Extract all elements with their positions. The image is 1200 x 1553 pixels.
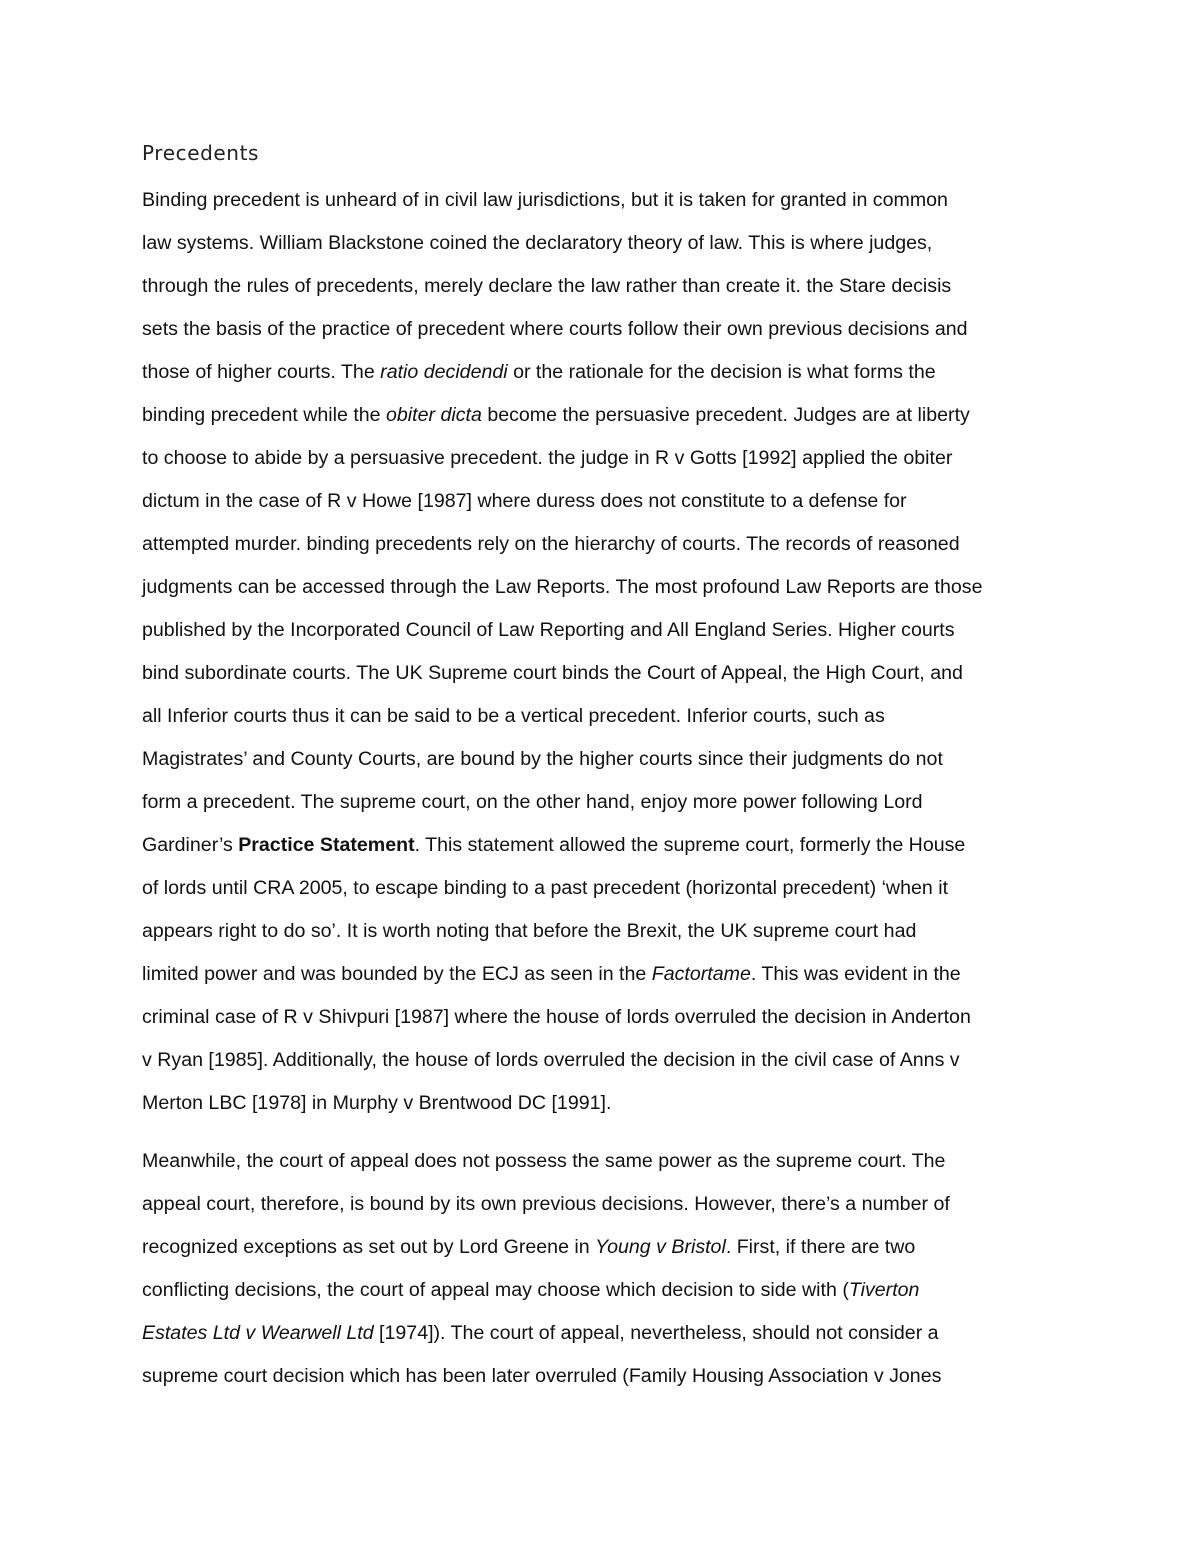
text-run: [1974]). The court of appeal, nevertheless, should not consider a bbox=[373, 1322, 939, 1344]
text-run: through the rules of precedents, merely declare the law rather than create it. the Stare decisis bbox=[142, 275, 952, 297]
text-line bbox=[142, 609, 982, 652]
text-run: law systems. William Blackstone coined the declaratory theory of law. This is where judges, bbox=[142, 232, 933, 254]
italic-term-factortame: Factortame bbox=[651, 963, 751, 985]
text-line bbox=[142, 523, 982, 566]
paragraph-precedents bbox=[142, 179, 982, 1125]
text-run: Binding precedent is unheard of in civil law jurisdictions, but it is taken for granted in common bbox=[142, 189, 948, 211]
text-run: to choose to abide by a persuasive precedent. the judge in R v Gotts [1992] applied the obiter bbox=[142, 447, 953, 469]
text-run: conflicting decisions, the court of appeal may choose which decision to side with ( bbox=[142, 1279, 849, 1301]
text-line bbox=[142, 222, 982, 265]
text-line bbox=[142, 1226, 950, 1269]
text-line bbox=[142, 308, 982, 351]
text-line bbox=[142, 179, 982, 222]
text-run: judgments can be accessed through the Law Reports. The most profound Law Reports are those bbox=[142, 576, 983, 598]
text-line bbox=[142, 1140, 950, 1183]
text-run: appeal court, therefore, is bound by its own previous decisions. However, there’s a number of bbox=[142, 1193, 950, 1215]
text-line bbox=[142, 265, 982, 308]
text-run: limited power and was bounded by the ECJ as seen in the bbox=[142, 963, 652, 985]
text-line bbox=[142, 695, 982, 738]
text-run: appears right to do so’. It is worth noting that before the Brexit, the UK supreme court had bbox=[142, 920, 917, 942]
text-run: form a precedent. The supreme court, on the other hand, enjoy more power following Lord bbox=[142, 791, 923, 813]
text-run: sets the basis of the practice of precedent where courts follow their own previous decisions and bbox=[142, 318, 968, 340]
text-run: those of higher courts. The bbox=[142, 361, 381, 383]
text-line bbox=[142, 437, 982, 480]
text-line bbox=[142, 1039, 982, 1082]
text-run: attempted murder. binding precedents rely on the hierarchy of courts. The records of reasoned bbox=[142, 533, 960, 555]
text-run: become the persuasive precedent. Judges are at liberty bbox=[481, 404, 970, 426]
text-run: . First, if there are two bbox=[725, 1236, 916, 1258]
text-line bbox=[142, 652, 982, 695]
text-line bbox=[142, 480, 982, 523]
text-run: . This statement allowed the supreme court, formerly the House bbox=[414, 834, 966, 856]
bold-term-practice-statement: Practice Statement bbox=[238, 834, 415, 856]
text-line bbox=[142, 1269, 950, 1312]
text-run: v Ryan [1985]. Additionally, the house of lords overruled the decision in the civil case of Anns v bbox=[142, 1049, 960, 1071]
italic-case-tiverton: Tiverton bbox=[848, 1279, 920, 1301]
text-run: binding precedent while the bbox=[142, 404, 387, 426]
text-run: Magistrates’ and County Courts, are bound by the higher courts since their judgments do not bbox=[142, 748, 943, 770]
text-line bbox=[142, 996, 982, 1039]
document-heading: Precedents bbox=[142, 141, 260, 165]
text-line bbox=[142, 1355, 950, 1398]
text-run: Merton LBC [1978] in Murphy v Brentwood DC [1991]. bbox=[142, 1092, 612, 1114]
text-run: published by the Incorporated Council of Law Reporting and All England Series. Higher courts bbox=[142, 619, 955, 641]
text-run: supreme court decision which has been later overruled (Family Housing Association v Jones bbox=[142, 1365, 942, 1387]
text-run: or the rationale for the decision is what forms the bbox=[507, 361, 936, 383]
text-line bbox=[142, 394, 982, 437]
text-line bbox=[142, 1183, 950, 1226]
text-line bbox=[142, 910, 982, 953]
text-line bbox=[142, 781, 982, 824]
text-run: . This was evident in the bbox=[750, 963, 961, 985]
italic-case-young-v-bristol: Young v Bristol bbox=[595, 1236, 726, 1258]
text-line bbox=[142, 867, 982, 910]
text-run: dictum in the case of R v Howe [1987] where duress does not constitute to a defense for bbox=[142, 490, 907, 512]
text-run: of lords until CRA 2005, to escape binding to a past precedent (horizontal precedent) ‘when it bbox=[142, 877, 949, 899]
italic-term-ratio-decidendi: ratio decidendi bbox=[380, 361, 508, 383]
text-line bbox=[142, 1082, 982, 1125]
text-run: recognized exceptions as set out by Lord Greene in bbox=[142, 1236, 596, 1258]
text-run: Gardiner’s bbox=[142, 834, 239, 856]
italic-term-obiter-dicta: obiter dicta bbox=[386, 404, 482, 426]
text-run: all Inferior courts thus it can be said to be a vertical precedent. Inferior courts, such as bbox=[142, 705, 885, 727]
text-line bbox=[142, 738, 982, 781]
text-run: bind subordinate courts. The UK Supreme court binds the Court of Appeal, the High Court, and bbox=[142, 662, 963, 684]
italic-case-estates-wearwell: Estates Ltd v Wearwell Ltd bbox=[142, 1322, 374, 1344]
text-line bbox=[142, 351, 982, 394]
text-line bbox=[142, 1312, 950, 1355]
text-line bbox=[142, 566, 982, 609]
text-line bbox=[142, 953, 982, 996]
text-line bbox=[142, 824, 982, 867]
text-run: Meanwhile, the court of appeal does not possess the same power as the supreme court. The bbox=[142, 1150, 946, 1172]
paragraph-court-of-appeal bbox=[142, 1140, 950, 1398]
text-run: criminal case of R v Shivpuri [1987] where the house of lords overruled the decision in Anderton bbox=[142, 1006, 971, 1028]
